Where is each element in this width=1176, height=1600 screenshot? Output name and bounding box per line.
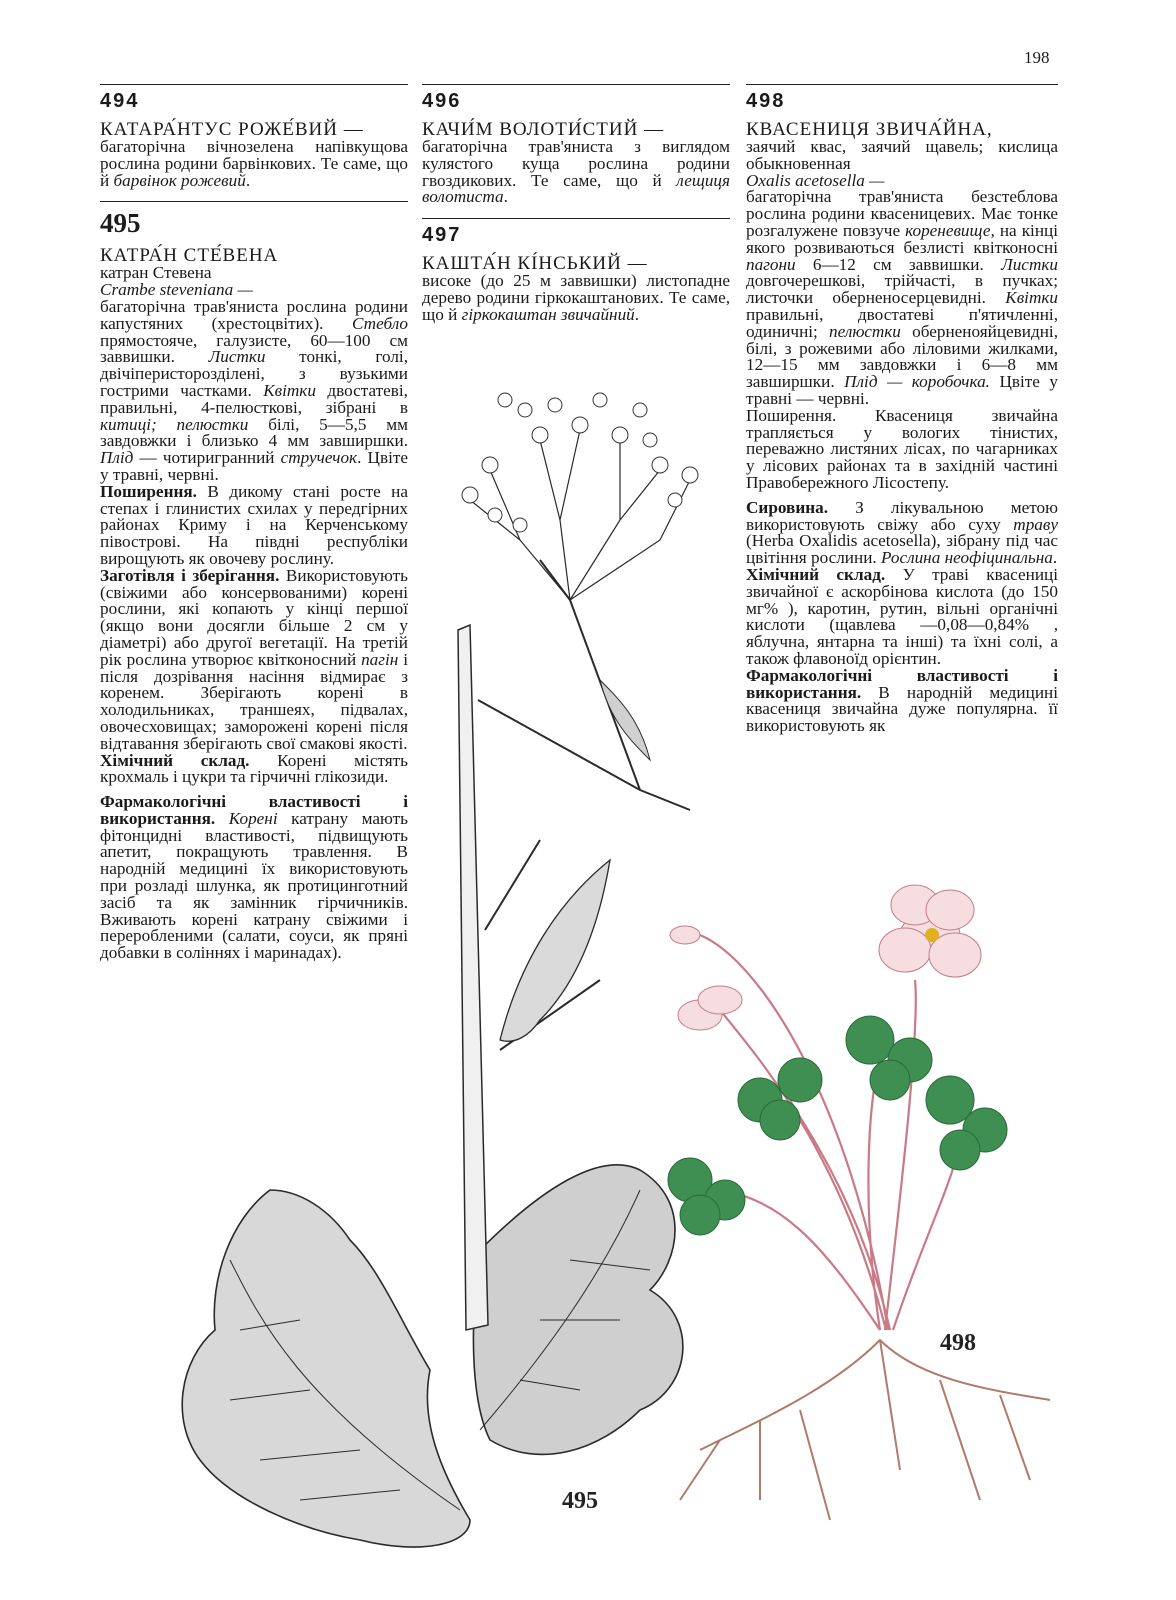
column-3 bbox=[746, 84, 1058, 735]
entry-synonym-495: катран Стевена bbox=[100, 263, 212, 283]
entry-raw-material-498: Сировина. З лікувальною метою використовують свіжу або суху траву (Herba Oxalidis acetosella), зібрану під час цвітіння рослини. Рослина неофіцинальна. bbox=[746, 497, 1058, 568]
entry-rule bbox=[100, 84, 408, 85]
entry-description-495: багаторічна трав'яниста рослина родини капустяних (хрестоцвітих). Стебло прямостояче, галузисте, 60—100 см заввишки. Листки тонкі, голі, двічіперисторозділені, з вузькими гострими частками. Квітки двостатеві, правильні, 4-пелюсткові, зібрані в китиці; пелюстки білі, 5—5,5 мм завдовжки і близько 4 мм завширшки. Плід — чотиригранний стручечок. Цвіте у травні, червні. bbox=[100, 296, 409, 484]
crambe-stem-leaf bbox=[500, 860, 610, 1041]
entry-rule bbox=[100, 201, 408, 202]
entry-distribution-498: Поширення. Квасениця звичайна трапляється у вологих тінистих, переважно листяних лісах, по чагарниках у лісових районах та в західній частині Правобережного Лісостепу. bbox=[746, 405, 1058, 492]
entry-rule bbox=[746, 84, 1058, 85]
entry-description-498: багаторічна трав'яниста безстеблова рослина родини квасеницевих. Має тонке розгалужене повзуче кореневище, на кінці якого розвиваються безлисті квітконосні пагони 6—12 см заввишки. Листки довгочерешкові, трійчасті, в пучках; листочки оберненосерцевидні. Квітки правильні, двостатеві п'ятичленні, одиничні; пелюстки оберненояйцевидні, білі, з рожевими або ліловими жилками, 12—15 мм завдовжки і 6—8 мм завширшки. Плід — коробочка. Цвіте у травні — червні. bbox=[746, 187, 1058, 408]
entry-synonym-498: заячий квас, заячий щавель; кислица обыкновенная bbox=[746, 137, 1058, 173]
crambe-flowers bbox=[462, 393, 698, 532]
figure-label-498: 498 bbox=[940, 1330, 976, 1356]
page-number: 198 bbox=[1024, 48, 1050, 67]
entry-text-497: високе (до 25 м заввишки) листопадне дерево родини гіркокаштанових. Те саме, що й гіркокаштан звичайний. bbox=[422, 271, 730, 324]
entry-text-496: багаторічна трав'яниста з виглядом кулястого куща рослина родини гвоздикових. Те саме, що й лещиця волотиста. bbox=[422, 137, 730, 207]
entry-text-494: багаторічна вічнозелена напівкущова рослина родини барвінкових. Те саме, що й барвінок рожевий. bbox=[100, 137, 408, 190]
entry-number-494: 494 bbox=[100, 90, 140, 112]
entry-number-495: 495 bbox=[100, 208, 141, 239]
crambe-stem bbox=[458, 625, 488, 1330]
figure-label-495: 495 bbox=[562, 1488, 598, 1514]
crambe-basal-leaf-left bbox=[182, 1190, 470, 1547]
crambe-basal-leaf-right bbox=[473, 1165, 682, 1455]
entry-number-498: 498 bbox=[746, 90, 786, 112]
entry-title-496: КАЧИ́М ВОЛОТИ́СТИЙ — bbox=[422, 119, 665, 140]
entry-chemistry-498: Хімічний склад. У траві квасениці звичайної є аскорбінова кислота (до 150 мг% ), каротин, рутин, вільні органічні кислоти (щавлева —0,08—0,84% , яблучна, янтарна та інші) та їхні солі, а також флавоноїд орієнтин. bbox=[746, 564, 1058, 668]
entry-pharmacology-498: Фармакологічні властивості і використання. В народній медицині квасениця звичайна дуже популярна. її використовують як bbox=[746, 665, 1058, 736]
entry-chemistry-495: Хімічний склад. Корені містять крохмаль і цукри та гірчичні глікозиди. bbox=[100, 750, 408, 787]
entry-title-498: КВАСЕНИЦЯ ЗВИЧА́ЙНА, bbox=[746, 119, 993, 140]
entry-rule bbox=[422, 218, 730, 219]
entry-latin-495: Crambe steveniana — bbox=[100, 280, 253, 300]
column-1 bbox=[100, 84, 408, 962]
entry-title-497: КАШТА́Н КІ́НСЬКИЙ — bbox=[422, 253, 648, 275]
entry-number-496: 496 bbox=[422, 90, 462, 112]
entry-harvesting-495: Заготівля і зберігання. Використовують (свіжими або консервованими) корені рослини, які копають у кінці першої (якщо вони досягли більше 2 см у діаметрі) або другої вегетації. На третій рік рослина утворює квітконосний пагін і після дозрівання насіння відмирає з коренем. Зберігають корені в холодильниках, траншеях, підвалах, овочесховищах; заморожені корені після відтавання зберігають свої смакові якості. bbox=[100, 565, 409, 753]
entry-latin-498: Oxalis acetosella — bbox=[746, 170, 885, 190]
entry-title-495: КАТРА́Н СТЕ́ВЕНА bbox=[100, 245, 279, 267]
entry-rule bbox=[422, 84, 730, 85]
entry-distribution-495: Поширення. В дикому стані росте на степах і глинистих схилах у передгірних районах Криму і на Керченському півострові. На півдні республіки вирощують як овочеву рослину. bbox=[100, 481, 408, 568]
entry-number-497: 497 bbox=[422, 224, 462, 247]
entry-pharmacology-495: Фармакологічні властивості і використання. Корені катрану мають фітонцидні властивості, підвищують апетит, покращують травлення. В народній медицині їх використовують при розладі шлунка, як протицинготний засіб та як замінник гірчичників. Вживають корені катрану свіжими і переробленими (салати, соуси, як пряні добавки в соліннях і маринадах). bbox=[100, 792, 408, 963]
entry-title-494: КАТАРА́НТУС РОЖЕ́ВИЙ — bbox=[100, 119, 364, 140]
column-2 bbox=[422, 84, 730, 324]
oxalis-illustration bbox=[668, 885, 1050, 1520]
